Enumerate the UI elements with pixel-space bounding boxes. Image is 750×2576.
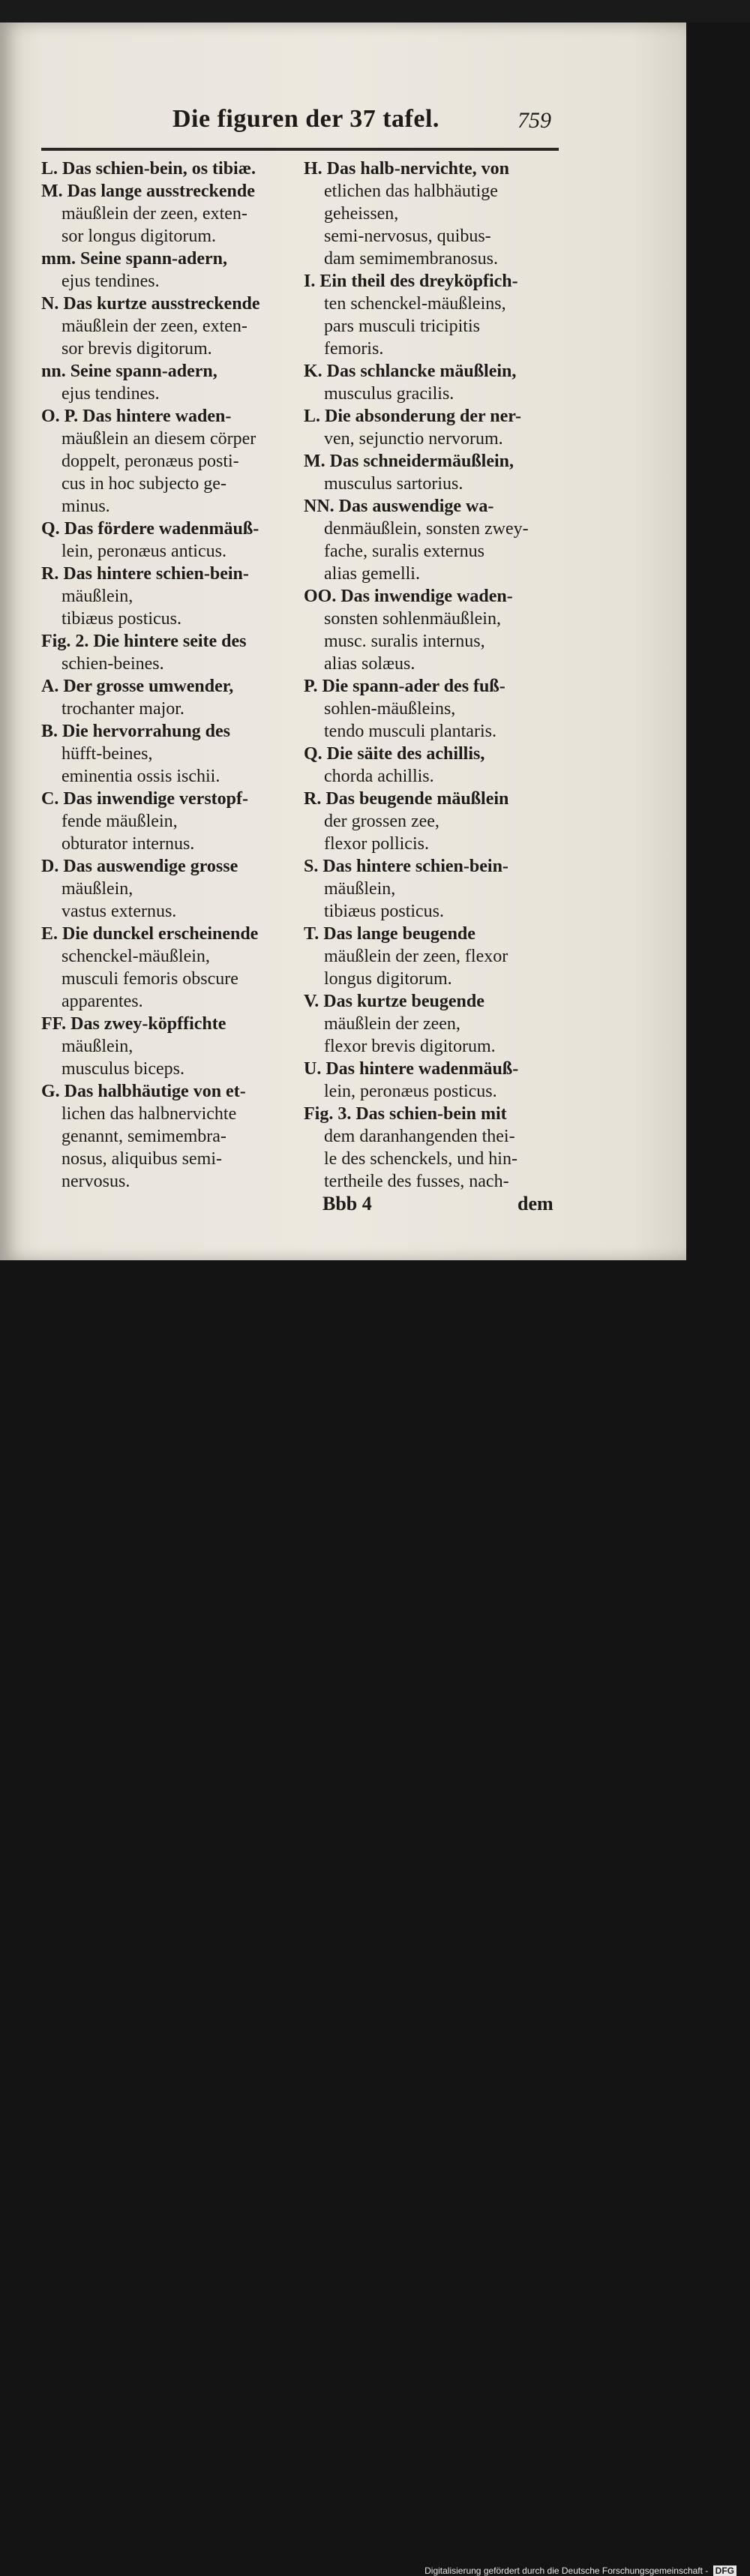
- legend-entry-line: schien-beines.: [62, 654, 164, 674]
- book-page: [0, 23, 686, 1260]
- legend-entry-heading: A. Der grosse umwender,: [41, 677, 234, 696]
- legend-entry-line: ejus tendines.: [62, 384, 160, 404]
- legend-entry-line: longus digitorum.: [324, 969, 452, 989]
- legend-entry-line: tendo musculi plantaris.: [324, 722, 496, 741]
- legend-entry-heading: M. Das schneidermäußlein,: [304, 452, 514, 471]
- legend-entry-line: le des schenckels, und hin-: [324, 1149, 518, 1169]
- legend-entry-heading: K. Das schlancke mäußlein,: [304, 362, 517, 381]
- legend-entry-heading: O. P. Das hintere waden-: [41, 407, 232, 426]
- right-column: [304, 158, 559, 1193]
- legend-entry: [41, 923, 289, 1013]
- legend-entry-heading: S. Das hintere schien-bein-: [304, 857, 508, 876]
- legend-entry: [304, 990, 559, 1058]
- legend-entry-line: musculi femoris obscure: [62, 969, 238, 989]
- legend-entry-line: minus.: [62, 497, 110, 516]
- legend-entry: [304, 855, 559, 923]
- legend-entry-line: mäußlein,: [62, 587, 134, 606]
- legend-entry-line: dem daranhangenden thei-: [324, 1127, 515, 1146]
- legend-entry: [41, 293, 289, 360]
- legend-entry-line: pars musculi tricipitis: [324, 317, 480, 336]
- legend-entry: [304, 495, 559, 585]
- legend-entry: [41, 788, 289, 855]
- legend-entry-heading: L. Die absonderung der ner-: [304, 407, 522, 426]
- legend-entry-line: mäußlein an diesem cörper: [62, 429, 256, 449]
- legend-entry-heading: B. Die hervorrahung des: [41, 722, 230, 741]
- legend-entry: [304, 405, 559, 450]
- legend-entry: [41, 180, 289, 248]
- legend-entry-line: vastus externus.: [62, 902, 177, 921]
- legend-entry: [41, 855, 289, 923]
- legend-entry-line: chorda achillis.: [324, 767, 434, 786]
- legend-entry-line: doppelt, peronæus posti-: [62, 452, 239, 471]
- legend-entry: [304, 1058, 559, 1103]
- legend-entry: [304, 360, 559, 405]
- legend-entry-line: tertheile des fusses, nach-: [324, 1172, 509, 1191]
- legend-entry-line: mäußlein der zeen, exten-: [62, 204, 248, 224]
- legend-entry-heading: G. Das halbhäutige von et-: [41, 1082, 246, 1101]
- legend-entry-line: musculus gracilis.: [324, 384, 454, 404]
- running-head: Die figuren der 37 tafel.: [172, 105, 440, 133]
- legend-entry-line: semi-nervosus, quibus-: [324, 227, 491, 246]
- legend-entry: [41, 518, 289, 563]
- legend-entry: [41, 248, 289, 293]
- legend-entry-line: mäußlein der zeen,: [324, 1014, 460, 1034]
- header-rule: [41, 148, 559, 151]
- page-number: 759: [518, 108, 551, 133]
- legend-entry-line: mäußlein,: [62, 879, 134, 899]
- legend-entry: [304, 158, 559, 270]
- legend-entry: [41, 360, 289, 405]
- dfg-logo: DFG: [713, 2565, 736, 2576]
- legend-entry-heading: T. Das lange beugende: [304, 924, 476, 944]
- legend-entry: [304, 923, 559, 990]
- legend-entry-line: lein, peronæus anticus.: [62, 542, 226, 561]
- legend-entry-heading: Fig. 3. Das schien-bein mit: [304, 1104, 507, 1124]
- legend-entry-heading: P. Die spann-ader des fuß-: [304, 677, 506, 696]
- legend-entry-heading: H. Das halb-nervichte, von: [304, 159, 510, 179]
- legend-entry-line: mäußlein der zeen, flexor: [324, 947, 508, 966]
- legend-entry-line: obturator internus.: [62, 834, 195, 854]
- legend-entry: [41, 1013, 289, 1080]
- legend-entry-line: hüfft-beines,: [62, 744, 153, 764]
- legend-entry-line: femoris.: [324, 339, 384, 359]
- legend-entry-heading: V. Das kurtze beugende: [304, 992, 484, 1011]
- legend-entry-line: denmäußlein, sonsten zwey-: [324, 519, 529, 539]
- legend-entry-line: genannt, semimembra-: [62, 1127, 226, 1146]
- legend-entry: [41, 630, 289, 675]
- legend-entry-line: lein, peronæus posticus.: [324, 1082, 497, 1101]
- legend-entry-line: apparentes.: [62, 992, 143, 1011]
- legend-entry-heading: R. Das hintere schien-bein-: [41, 564, 249, 584]
- legend-entry: [304, 270, 559, 360]
- legend-entry-line: schenckel-mäußlein,: [62, 947, 210, 966]
- legend-entry: [304, 450, 559, 495]
- legend-entry-line: eminentia ossis ischii.: [62, 767, 220, 786]
- catchword: dem: [518, 1193, 554, 1214]
- legend-entry-heading: Q. Das fördere wadenmäuß-: [41, 519, 260, 539]
- legend-entry-line: alias solæus.: [324, 654, 416, 674]
- legend-entry-heading: nn. Seine spann-adern,: [41, 362, 218, 381]
- legend-entry-heading: L. Das schien-bein, os tibiæ.: [41, 159, 256, 179]
- legend-entry-heading: E. Die dunckel erscheinende: [41, 924, 259, 944]
- legend-entry-line: cus in hoc subjecto ge-: [62, 474, 226, 494]
- legend-entry-line: musc. suralis internus,: [324, 632, 485, 651]
- legend-entry: [304, 675, 559, 743]
- legend-entry-heading: D. Das auswendige grosse: [41, 857, 238, 876]
- legend-entry-line: mäußlein,: [62, 1037, 134, 1056]
- legend-entry: [41, 563, 289, 630]
- legend-entry-line: flexor pollicis.: [324, 834, 429, 854]
- legend-entry: [41, 158, 289, 180]
- scan-border: [0, 0, 750, 23]
- left-column: [41, 158, 289, 1193]
- legend-entry-line: der grossen zee,: [324, 812, 440, 831]
- legend-entry-line: nosus, aliquibus semi-: [62, 1149, 222, 1169]
- legend-entry-line: alias gemelli.: [324, 564, 420, 584]
- legend-entry-heading: mm. Seine spann-adern,: [41, 249, 228, 269]
- legend-entry-line: sohlen-mäußleins,: [324, 699, 456, 719]
- legend-entry: [41, 1080, 289, 1193]
- legend-entry-heading: C. Das inwendige verstopf-: [41, 789, 248, 809]
- legend-entry-heading: N. Das kurtze ausstreckende: [41, 294, 260, 314]
- legend-entry-line: ten schenckel-mäußleins,: [324, 294, 506, 314]
- legend-entry-heading: R. Das beugende mäußlein: [304, 789, 509, 809]
- legend-entry-line: mäußlein der zeen, exten-: [62, 317, 248, 336]
- legend-entry-line: musculus sartorius.: [324, 474, 464, 494]
- legend-entry: [304, 743, 559, 788]
- legend-entry-line: sor longus digitorum.: [62, 227, 217, 246]
- scan-footer: [0, 1260, 750, 2576]
- legend-entry-line: fache, suralis externus: [324, 542, 484, 561]
- legend-entry: [41, 675, 289, 720]
- legend-entry-line: dam semimembranosus.: [324, 249, 498, 269]
- legend-entry-line: lichen das halbnervichte: [62, 1104, 237, 1124]
- legend-entry-line: ejus tendines.: [62, 272, 160, 291]
- legend-entry-line: mäußlein,: [324, 879, 396, 899]
- legend-entry-heading: M. Das lange ausstreckende: [41, 182, 255, 201]
- legend-entry-line: tibiæus posticus.: [324, 902, 445, 921]
- signature-mark: Bbb 4: [322, 1193, 372, 1214]
- legend-entry-heading: Fig. 2. Die hintere seite des: [41, 632, 247, 651]
- legend-entry-line: geheissen,: [324, 204, 399, 224]
- legend-entry: [304, 788, 559, 855]
- legend-entry-heading: OO. Das inwendige waden-: [304, 587, 513, 606]
- legend-entry-heading: I. Ein theil des dreyköpfich-: [304, 272, 518, 291]
- legend-entry-line: nervosus.: [62, 1172, 130, 1191]
- legend-entry-heading: NN. Das auswendige wa-: [304, 497, 494, 516]
- legend-entry-line: ven, sejunctio nervorum.: [324, 429, 503, 449]
- digitization-attribution: [424, 2565, 736, 2576]
- legend-entry-heading: U. Das hintere wadenmäuß-: [304, 1059, 519, 1079]
- legend-entry-heading: Q. Die säite des achillis,: [304, 744, 485, 764]
- legend-entry-line: sor brevis digitorum.: [62, 339, 212, 359]
- legend-entry-line: tibiæus posticus.: [62, 609, 182, 629]
- legend-entry-heading: FF. Das zwey-köpffichte: [41, 1014, 226, 1034]
- legend-entry: [304, 585, 559, 675]
- legend-entry: [41, 720, 289, 788]
- legend-entry: [304, 1103, 559, 1193]
- legend-entry-line: flexor brevis digitorum.: [324, 1037, 496, 1056]
- legend-entry-line: etlichen das halbhäutige: [324, 182, 498, 201]
- legend-entry: [41, 405, 289, 518]
- legend-entry-line: sonsten sohlenmäußlein,: [324, 609, 501, 629]
- legend-entry-line: fende mäußlein,: [62, 812, 178, 831]
- legend-entry-line: musculus biceps.: [62, 1059, 184, 1079]
- legend-entry-line: trochanter major.: [62, 699, 184, 719]
- attribution-text: Digitalisierung gefördert durch die Deutsche Forschungsgemeinschaft -: [424, 2565, 709, 2576]
